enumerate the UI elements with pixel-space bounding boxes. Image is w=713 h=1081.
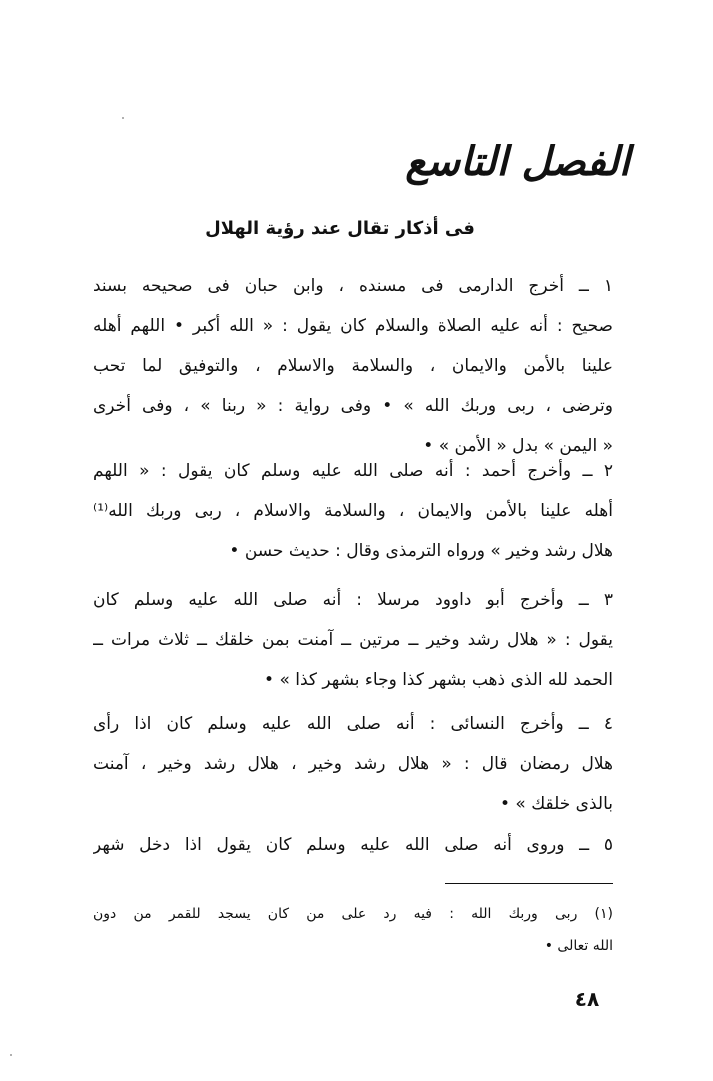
footnote-line: الله تعالى •: [544, 938, 613, 954]
paragraph-5: [93, 825, 613, 865]
section-heading: فى أذكار تقال عند رؤية الهلال: [205, 218, 475, 239]
paragraph-line: وترضى ، ربى وربك الله » • وفى رواية : « ربنا » ، وفى أخرى: [93, 396, 613, 416]
footnote-divider: [445, 883, 613, 884]
paragraph-4: [93, 704, 613, 824]
paragraph-line: ٢ ــ وأخرج أحمد : أنه صلى الله عليه وسلم كان يقول : « اللهم: [93, 461, 613, 481]
scan-speck: [122, 117, 124, 119]
paragraph-line: ٥ ــ وروى أنه صلى الله عليه وسلم كان يقول اذا دخل شهر: [93, 835, 613, 855]
paragraph-line: أهله علينا بالأمن والايمان ، والسلامة والاسلام ، ربى وربك الله⁽¹⁾: [93, 501, 613, 521]
paragraph-line: صحيح : أنه عليه الصلاة والسلام كان يقول : « الله أكبر • اللهم أهله: [93, 316, 613, 336]
paragraph-line: علينا بالأمن والايمان ، والسلامة والاسلام ، والتوفيق لما تحب: [93, 356, 613, 376]
footnote: [93, 898, 613, 962]
page-number: ٤٨: [574, 987, 600, 1011]
paragraph-line: هلال رشد وخير » ورواه الترمذى وقال : حديث حسن •: [229, 541, 613, 561]
paragraph-line: هلال رمضان قال : « هلال رشد وخير ، هلال رشد وخير ، آمنت: [93, 754, 613, 774]
footnote-line: (١) ربى وربك الله : فيه رد على من كان يسجد للقمر من دون: [93, 906, 613, 922]
scan-speck: [10, 1054, 12, 1056]
paragraph-line: ٤ ــ وأخرج النسائى : أنه صلى الله عليه وسلم كان اذا رأى: [93, 714, 613, 734]
paragraph-line: بالذى خلقك » •: [499, 794, 613, 814]
paragraph-3: [93, 580, 613, 700]
paragraph-line: « اليمن » بدل « الأمن » •: [423, 436, 613, 456]
paragraph-line: يقول : « هلال رشد وخير ــ مرتين ــ آمنت بمن خلقك ــ ثلاث مرات ــ: [93, 630, 613, 650]
paragraph-line: الحمد لله الذى ذهب بشهر كذا وجاء بشهر كذا » •: [264, 670, 613, 690]
paragraph-2: [93, 451, 613, 571]
chapter-title: الفصل التاسع: [405, 138, 630, 185]
paragraph-1: [93, 266, 613, 466]
paragraph-line: ١ ــ أخرج الدارمى فى مسنده ، وابن حبان فى صحيحه بسند: [93, 276, 613, 296]
paragraph-line: ٣ ــ وأخرج أبو داوود مرسلا : أنه صلى الله عليه وسلم كان: [93, 590, 613, 610]
